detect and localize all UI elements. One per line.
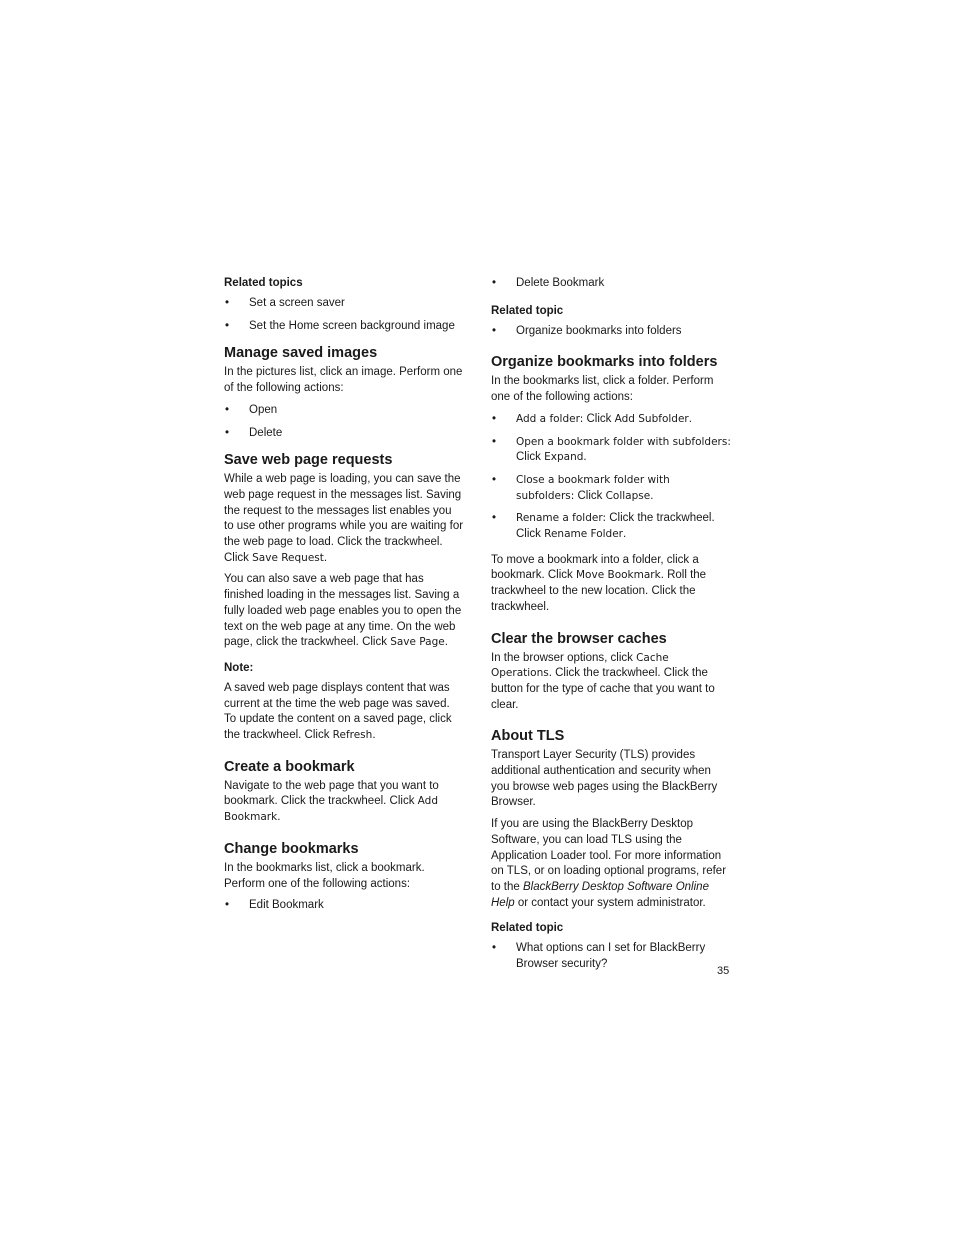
section-heading-tls: About TLS [491, 728, 565, 745]
related-topic-heading: Related topic [491, 304, 564, 317]
list-item: • Rename a folder: Click the trackwheel. Click Rename Folder. [492, 512, 715, 541]
list-item: • Set the Home screen background image [225, 319, 455, 332]
list-item: • Add a folder: Click Add Subfolder. [492, 412, 692, 425]
section-text: In the pictures list, click an image. Perform one of the following actions: [224, 366, 463, 395]
list-item: • Organize bookmarks into folders [492, 324, 682, 337]
section-text: In the bookmarks list, click a bookmark. Perform one of the following actions: [224, 861, 425, 890]
list-item: • What options can I set for BlackBerry Browser security? [492, 942, 706, 971]
right-column [491, 276, 731, 983]
related-topic-heading: Related topic [491, 922, 564, 935]
left-column [224, 276, 464, 924]
section-heading-manage-images: Manage saved images [224, 345, 378, 362]
section-heading-caches: Clear the browser caches [491, 630, 667, 647]
actions-list [224, 898, 464, 914]
section-text: To move a bookmark into a folder, click a bookmark. Click Move Bookmark. Roll the trackwheel to the new location. Click the trackwheel. [491, 553, 707, 613]
list-item: • Close a bookmark folder with subfolders: Click Collapse. [492, 473, 670, 502]
list-item: • Delete Bookmark [492, 277, 605, 289]
section-heading-create-bookmark: Create a bookmark [224, 758, 355, 775]
list-item: • Open a bookmark folder with subfolders: Click Expand. [492, 435, 731, 464]
organize-actions-list [491, 412, 731, 543]
note-text: A saved web page displays content that was current at the time the web page was saved. To update the content on a saved page, click the trackwheel. Click Refresh. [224, 681, 452, 742]
section-heading-save-requests: Save web page requests [224, 452, 393, 469]
list-item: • Delete [225, 426, 283, 439]
section-heading-change-bookmarks: Change bookmarks [224, 840, 359, 857]
actions-list [224, 403, 464, 441]
section-text: Navigate to the web page that you want to bookmark. Click the trackwheel. Click Add Bookmark. [224, 779, 439, 824]
section-text: Transport Layer Security (TLS) provides additional authentication and security when you browse web pages using the BlackBerry Browser. [491, 749, 718, 809]
section-heading-organize: Organize bookmarks into folders [491, 354, 718, 371]
related-topic-list [491, 941, 731, 972]
section-text: If you are using the BlackBerry Desktop Software, you can load TLS using the Application Loader tool. For more information on TLS, or on loading optional programs, refer to the BlackBerry Desktop Software Online Help or contact your system administrator. [491, 818, 727, 909]
related-topics-heading: Related topics [224, 277, 303, 289]
note-heading: Note: [224, 661, 254, 674]
related-topics-list [224, 296, 464, 334]
actions-list-continued [491, 276, 731, 292]
section-text: In the browser options, click Cache Operations. Click the trackwheel. Click the button for the type of cache that you want to clear. [491, 651, 715, 711]
related-topic-list [491, 324, 731, 340]
section-text: While a web page is loading, you can save the web page request in the messages list. Saving the request to the messages list enables you to use other programs while you are waiting for the web page to load. Click the trackwheel. Click Save Request. [224, 473, 464, 564]
section-text: In the bookmarks list, click a folder. Perform one of the following actions: [491, 375, 714, 404]
section-text: You can also save a web page that has finished loading in the messages list. Saving a fully loaded web page enables you to open the text on the web page at any time. On the web page, click the trackwheel. Click Save Page. [224, 573, 462, 649]
list-item: • Edit Bookmark [225, 899, 324, 912]
list-item: • Open [225, 403, 278, 416]
page-number: 35 [717, 965, 730, 977]
list-item: • Set a screen saver [225, 297, 345, 309]
